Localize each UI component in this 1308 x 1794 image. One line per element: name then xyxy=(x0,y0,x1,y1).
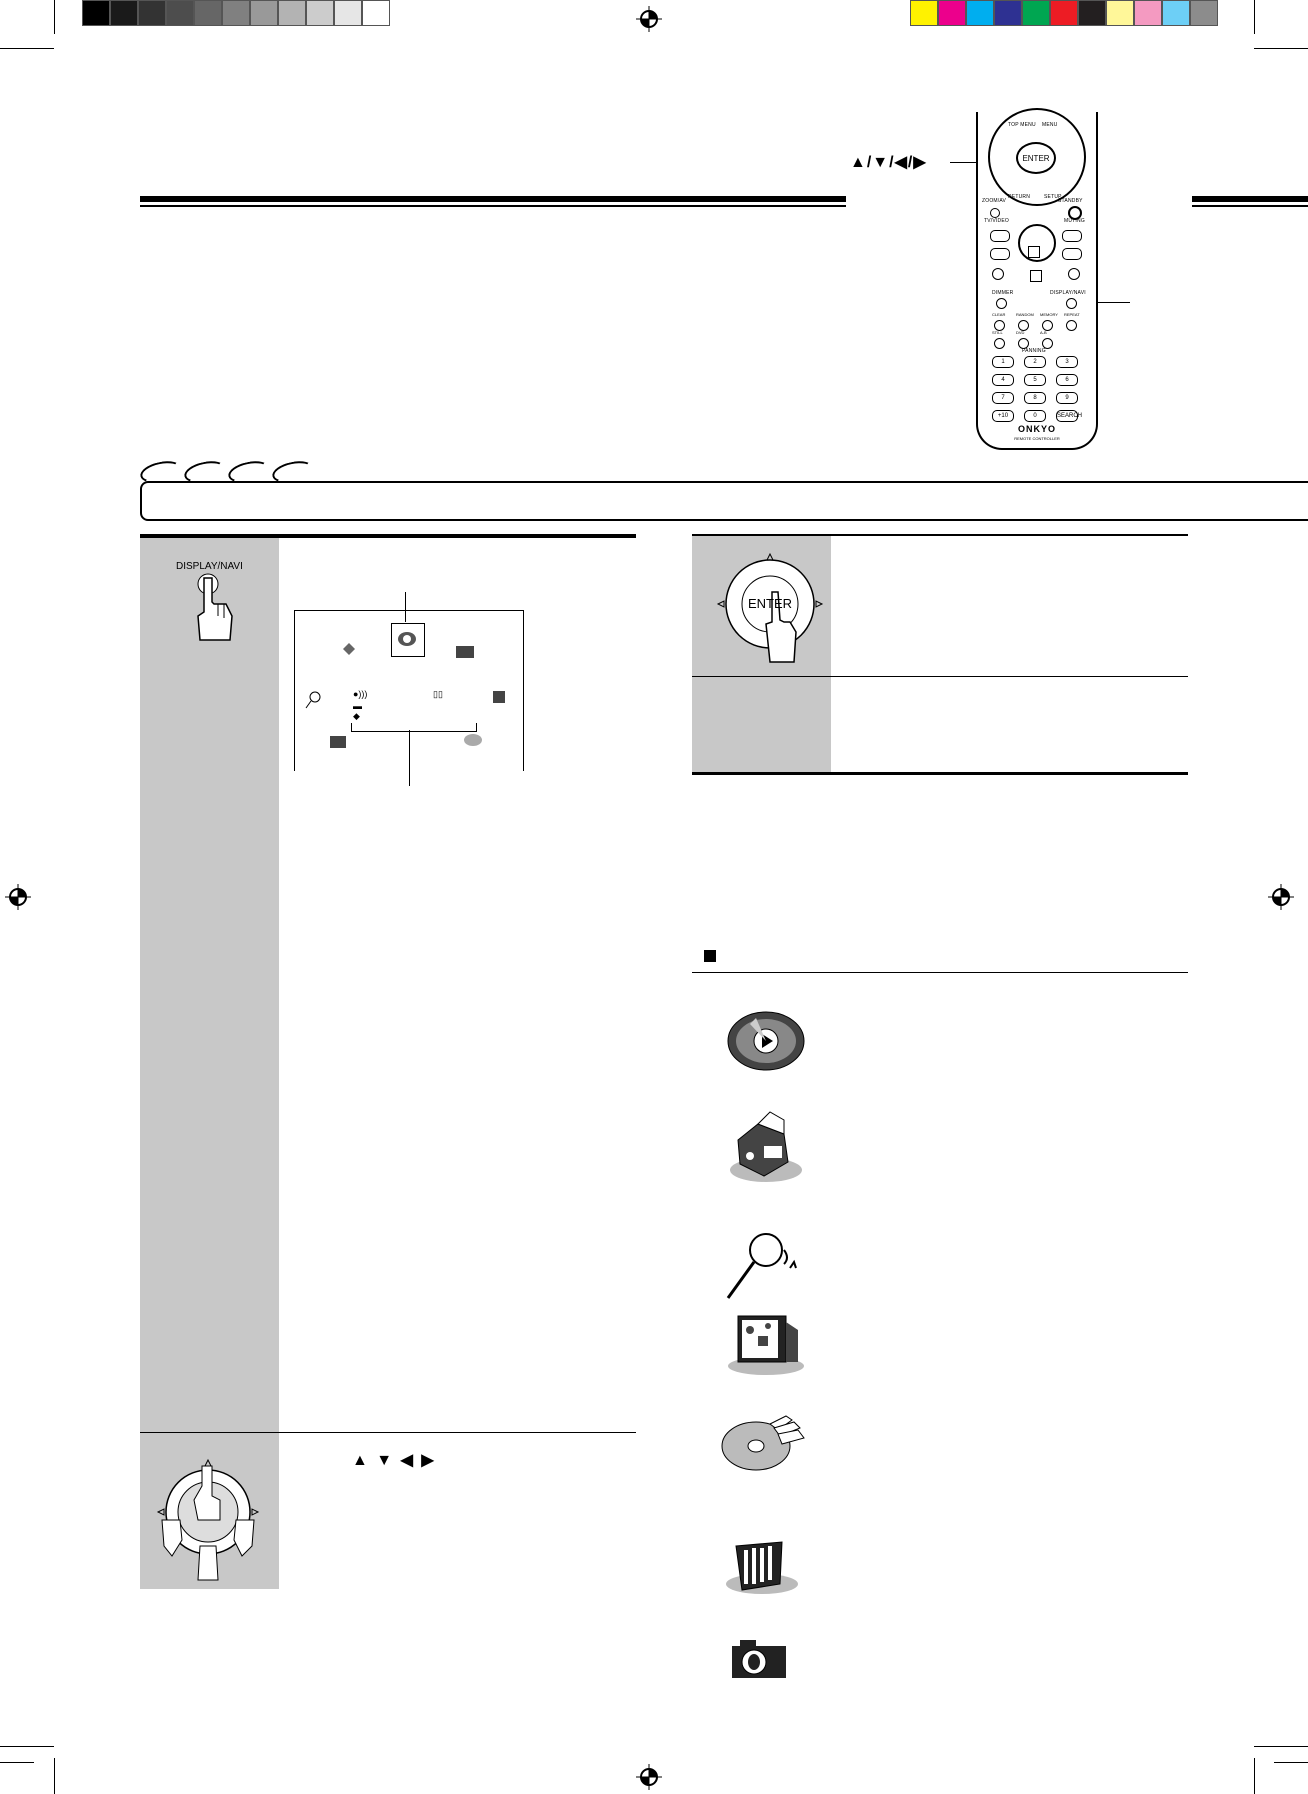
color-swatch xyxy=(278,0,306,26)
audio-disc-icon xyxy=(720,1410,810,1476)
section-bullet-square xyxy=(704,950,716,962)
color-swatch xyxy=(166,0,194,26)
color-swatch xyxy=(1162,0,1190,26)
color-swatch xyxy=(910,0,938,26)
color-swatch xyxy=(938,0,966,26)
audio-disc-icon xyxy=(463,731,485,747)
remote-keypad-button[interactable]: 5 xyxy=(1024,374,1046,386)
registration-target-icon xyxy=(5,884,31,910)
playback-control-icon xyxy=(726,1010,806,1072)
playback-control-icon xyxy=(397,629,417,649)
remote-zoom-label: ZOOM/AV xyxy=(982,198,1007,204)
color-swatch xyxy=(966,0,994,26)
menu-dot-icon: ▯▯ xyxy=(433,689,443,699)
header-rule-thin xyxy=(140,205,846,207)
step-column-bottom-rule xyxy=(692,772,1188,775)
menu-bracket xyxy=(351,723,477,732)
step2-arrow-keys-text: ▲ ▼ ◀ ▶ xyxy=(352,1452,436,1469)
multi-direction-press-icon xyxy=(150,1456,268,1584)
remote-model: REMOTE CONTROLLER xyxy=(1014,436,1060,441)
remote-function-button[interactable] xyxy=(994,338,1005,349)
remote-menu-label: MENU xyxy=(1042,122,1058,128)
color-swatch xyxy=(1190,0,1218,26)
header-rule-right-thin xyxy=(1192,205,1308,207)
color-swatch xyxy=(1134,0,1162,26)
color-swatch xyxy=(138,0,166,26)
remote-function-label: A-B xyxy=(1040,330,1047,335)
gray-swatch-strip xyxy=(82,0,390,26)
remote-display-navi-button[interactable] xyxy=(1066,298,1077,309)
remote-function-row xyxy=(992,332,1082,346)
step4-gray-panel xyxy=(692,677,831,772)
remote-stop-button[interactable] xyxy=(1028,246,1040,258)
color-swatch xyxy=(1050,0,1078,26)
remote-function-row xyxy=(992,314,1082,328)
header-rule xyxy=(140,196,846,202)
remote-ff-button[interactable] xyxy=(1062,248,1082,260)
remote-dimmer-label: DIMMER xyxy=(992,290,1014,296)
crop-mark xyxy=(0,1746,54,1747)
color-swatch xyxy=(334,0,362,26)
remote-control xyxy=(976,112,1098,450)
color-swatch xyxy=(1022,0,1050,26)
crop-mark xyxy=(1254,1746,1308,1747)
search-magnifier-icon xyxy=(305,691,321,709)
menu-dot-icon: ▬ xyxy=(353,701,362,711)
remote-keypad-button[interactable]: 3 xyxy=(1056,356,1078,368)
remote-keypad-button[interactable]: 2 xyxy=(1024,356,1046,368)
remote-keypad-button[interactable]: 4 xyxy=(992,374,1014,386)
registration-target-icon xyxy=(636,1764,662,1790)
remote-keypad-button[interactable]: SEARCH xyxy=(1056,410,1078,422)
color-swatch xyxy=(994,0,1022,26)
disc-tray-icon xyxy=(341,641,357,657)
remote-enter-button[interactable]: ENTER xyxy=(1016,142,1056,174)
remote-function-label: STILL xyxy=(992,330,1003,335)
remote-function-label: CLEAR xyxy=(992,312,1006,317)
color-swatch xyxy=(250,0,278,26)
remote-keypad-button[interactable]: +10 xyxy=(992,410,1014,422)
camera-icon xyxy=(730,1636,790,1684)
remote-next-button[interactable] xyxy=(1062,230,1082,242)
color-swatch xyxy=(194,0,222,26)
enter-key-label: ENTER xyxy=(748,596,793,611)
remote-keypad-button[interactable]: 9 xyxy=(1056,392,1078,404)
color-swatch xyxy=(1078,0,1106,26)
remote-prev-button[interactable] xyxy=(990,230,1010,242)
crop-mark xyxy=(0,48,54,49)
remote-dimmer-button[interactable] xyxy=(996,298,1007,309)
section-heading-box xyxy=(140,481,1308,521)
remote-standby-label: STANDBY xyxy=(1058,198,1083,204)
remote-keypad-button[interactable]: 0 xyxy=(1024,410,1046,422)
step1-gray-panel xyxy=(140,538,279,1432)
menu-callout-line-top xyxy=(405,592,406,622)
crop-mark xyxy=(54,1758,55,1794)
hand-press-icon xyxy=(192,572,236,642)
menu-dot-icon: ◆ xyxy=(353,711,360,721)
disc-tray-icon xyxy=(728,1110,804,1184)
color-swatch xyxy=(110,0,138,26)
menu-callout-line-bottom xyxy=(409,730,410,786)
remote-function-label: RANDOM xyxy=(1016,312,1034,317)
remote-keypad-button[interactable]: 8 xyxy=(1024,392,1046,404)
search-magnifier-icon xyxy=(724,1228,800,1300)
remote-keypad-button[interactable]: 6 xyxy=(1056,374,1078,386)
header-rule-right xyxy=(1192,196,1308,202)
icon-section-rule xyxy=(692,972,1188,973)
crop-mark xyxy=(1254,0,1255,34)
remote-keypad xyxy=(992,356,1082,428)
remote-brand: ONKYO xyxy=(1017,424,1056,434)
remote-display-navi-label: DISPLAY/NAVI xyxy=(1050,290,1086,296)
remote-function-label: REPEAT xyxy=(1064,312,1080,317)
camera-icon xyxy=(329,733,347,749)
remote-slow-rev-button[interactable] xyxy=(992,268,1004,280)
color-swatch xyxy=(306,0,334,26)
speaker-icon xyxy=(491,689,507,705)
registration-target-icon xyxy=(636,6,662,32)
remote-function-label: MEMORY xyxy=(1040,312,1058,317)
remote-keypad-button[interactable]: 7 xyxy=(992,392,1014,404)
crop-mark xyxy=(1254,1758,1255,1794)
menu-dot-icon: ●))) xyxy=(353,689,368,699)
color-swatch xyxy=(222,0,250,26)
speaker-icon xyxy=(722,1534,802,1596)
remote-function-label: DVD xyxy=(1016,330,1025,335)
remote-slow-fwd-button[interactable] xyxy=(1068,268,1080,280)
color-swatch xyxy=(82,0,110,26)
remote-top-menu-label: TOP MENU xyxy=(1008,122,1036,128)
picture-screen-icon xyxy=(726,1310,806,1376)
remote-keypad-button[interactable]: 1 xyxy=(992,356,1014,368)
crop-mark xyxy=(1254,48,1308,49)
crop-mark xyxy=(54,0,55,34)
registration-target-icon xyxy=(1268,884,1294,910)
crop-mark xyxy=(0,1762,34,1763)
remote-pause-button[interactable] xyxy=(1030,270,1042,282)
color-swatch xyxy=(1106,0,1134,26)
color-swatch xyxy=(362,0,390,26)
remote-panning-label: PANNING xyxy=(1022,348,1046,354)
color-swatch-strip xyxy=(910,0,1218,26)
step1-button-label: DISPLAY/NAVI xyxy=(176,561,243,572)
remote-arrows-callout: ▲/▼/◀/▶ xyxy=(850,154,927,171)
remote-function-button[interactable] xyxy=(1066,320,1077,331)
remote-tvvideo-label: TV/VIDEO xyxy=(984,218,1009,224)
picture-screen-icon xyxy=(455,645,475,659)
remote-progressive-button[interactable] xyxy=(990,208,1000,218)
remote-rew-button[interactable] xyxy=(990,248,1010,260)
remote-return-label: RETURN xyxy=(1008,194,1031,200)
remote-setup-label: SETUP xyxy=(1044,194,1062,200)
crop-mark xyxy=(1274,1762,1308,1763)
remote-muting-label: MUTING xyxy=(1064,218,1085,224)
